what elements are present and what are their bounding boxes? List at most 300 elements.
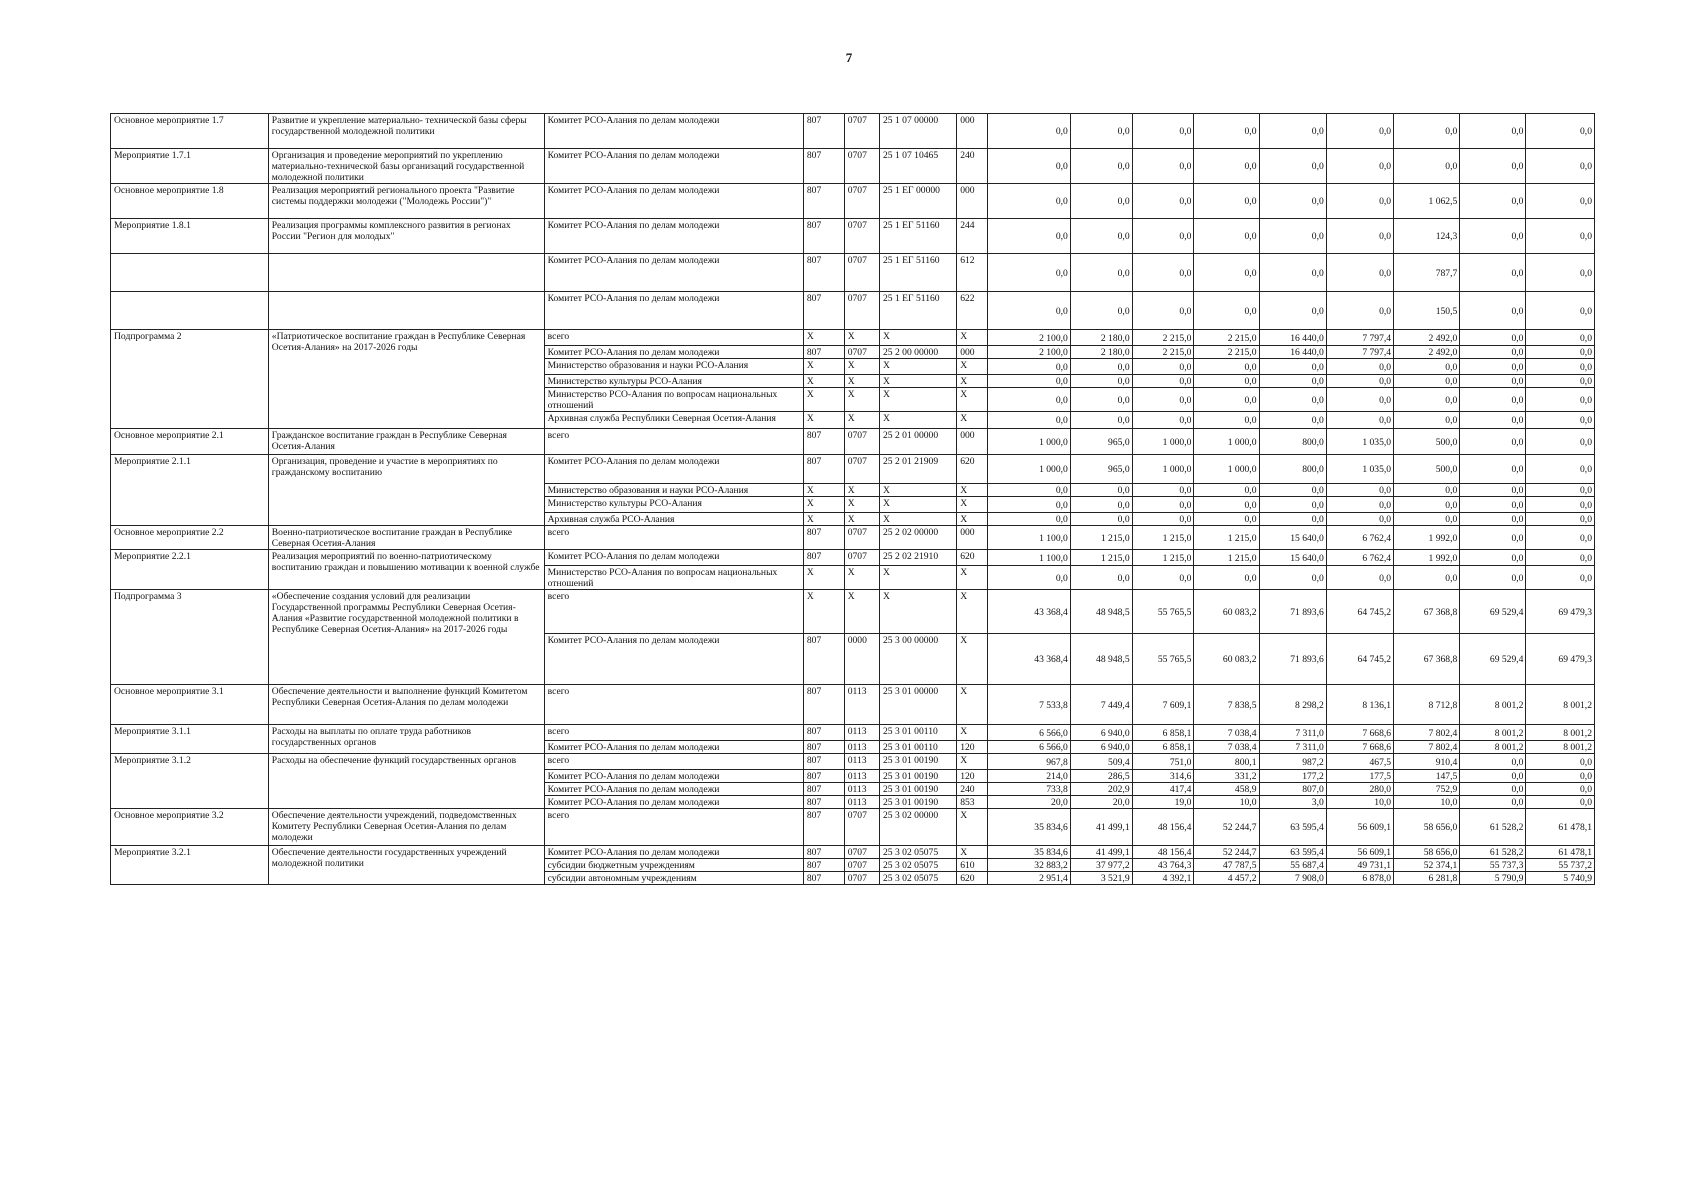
expense-type-cell: X (957, 484, 988, 497)
table-row (111, 590, 1595, 634)
executor-cell: Министерство культуры РСО-Алания (544, 375, 803, 388)
amount-cell: 0,0 (1526, 566, 1595, 590)
section-code-cell: 0707 (844, 292, 879, 330)
table-row (111, 809, 1595, 846)
amount-cell: 0,0 (1526, 388, 1595, 412)
expense-type-cell: X (957, 590, 988, 634)
table-body (111, 114, 1595, 885)
grbs-code-cell: X (803, 359, 844, 375)
expense-type-cell: X (957, 809, 988, 846)
amount-cell: 60 083,2 (1194, 590, 1259, 634)
expense-type-cell: X (957, 388, 988, 412)
amount-cell: 0,0 (1326, 388, 1393, 412)
amount-cell: 8 001,2 (1526, 725, 1595, 741)
expense-type-cell: 620 (957, 455, 988, 484)
activity-title-cell: Развитие и укрепление материально- технической базы сферы государственной молодежной политики (268, 114, 544, 149)
amount-cell: 1 000,0 (988, 429, 1071, 455)
amount-cell: 0,0 (988, 149, 1071, 184)
amount-cell: 0,0 (1070, 254, 1132, 292)
executor-cell: Министерство РСО-Алания по вопросам национальных отношений (544, 388, 803, 412)
amount-cell: 1 000,0 (1194, 455, 1259, 484)
amount-cell: 0,0 (1194, 388, 1259, 412)
grbs-code-cell: 807 (803, 859, 844, 872)
amount-cell: 0,0 (1326, 184, 1393, 219)
amount-cell: 0,0 (1526, 330, 1595, 346)
amount-cell: 467,5 (1326, 754, 1393, 770)
amount-cell: 7 311,0 (1259, 741, 1326, 754)
section-code-cell: X (844, 330, 879, 346)
grbs-code-cell: 807 (803, 550, 844, 566)
amount-cell: 0,0 (1259, 375, 1326, 388)
amount-cell: 0,0 (1194, 114, 1259, 149)
amount-cell: 0,0 (1460, 254, 1526, 292)
grbs-code-cell: X (803, 497, 844, 513)
amount-cell: 0,0 (1194, 412, 1259, 429)
amount-cell: 7 038,4 (1194, 725, 1259, 741)
amount-cell: 0,0 (1526, 526, 1595, 550)
activity-title-cell: Реализация мероприятий регионального проекта "Развитие системы поддержки молодежи ("Молодежь России")" (268, 184, 544, 219)
section-code-cell: 0707 (844, 550, 879, 566)
amount-cell: 509,4 (1070, 754, 1132, 770)
amount-cell: 0,0 (1132, 412, 1194, 429)
executor-cell: всего (544, 725, 803, 741)
amount-cell: 8 001,2 (1460, 741, 1526, 754)
amount-cell: 0,0 (1132, 375, 1194, 388)
amount-cell: 10,0 (1194, 796, 1259, 809)
section-code-cell: X (844, 412, 879, 429)
amount-cell: 458,9 (1194, 783, 1259, 796)
expense-type-cell: X (957, 497, 988, 513)
grbs-code-cell: 807 (803, 685, 844, 725)
executor-cell: Комитет РСО-Алания по делам молодежи (544, 634, 803, 685)
amount-cell: 7 802,4 (1394, 725, 1460, 741)
amount-cell: 0,0 (988, 388, 1071, 412)
executor-cell: Комитет РСО-Алания по делам молодежи (544, 346, 803, 359)
amount-cell: 2 215,0 (1132, 346, 1194, 359)
amount-cell: 733,8 (988, 783, 1071, 796)
target-article-cell: 25 1 ЕГ 00000 (879, 184, 956, 219)
expense-type-cell: 000 (957, 114, 988, 149)
amount-cell: 2 951,4 (988, 872, 1071, 885)
amount-cell: 0,0 (1070, 484, 1132, 497)
amount-cell: 56 609,1 (1326, 809, 1393, 846)
expense-type-cell: 622 (957, 292, 988, 330)
table-row (111, 846, 1595, 859)
amount-cell: 0,0 (1526, 375, 1595, 388)
target-article-cell: X (879, 566, 956, 590)
amount-cell: 71 893,6 (1259, 590, 1326, 634)
amount-cell: 500,0 (1394, 429, 1460, 455)
target-article-cell: 25 2 01 00000 (879, 429, 956, 455)
amount-cell: 49 731,1 (1326, 859, 1393, 872)
amount-cell: 0,0 (988, 292, 1071, 330)
amount-cell: 0,0 (1460, 375, 1526, 388)
amount-cell: 0,0 (1259, 513, 1326, 526)
amount-cell: 41 499,1 (1070, 809, 1132, 846)
amount-cell: 965,0 (1070, 455, 1132, 484)
amount-cell: 69 529,4 (1460, 590, 1526, 634)
amount-cell: 0,0 (1132, 388, 1194, 412)
amount-cell: 0,0 (1070, 359, 1132, 375)
amount-cell: 0,0 (1394, 497, 1460, 513)
activity-name-cell: Подпрограмма 2 (111, 330, 269, 429)
executor-cell: Министерство культуры РСО-Алания (544, 497, 803, 513)
amount-cell: 8 001,2 (1460, 725, 1526, 741)
executor-cell: Комитет РСО-Алания по делам молодежи (544, 741, 803, 754)
amount-cell: 7 038,4 (1194, 741, 1259, 754)
amount-cell: 0,0 (1326, 219, 1393, 254)
table-row (111, 219, 1595, 254)
executor-cell: Архивная служба РСО-Алания (544, 513, 803, 526)
amount-cell: 0,0 (1132, 149, 1194, 184)
amount-cell: 286,5 (1070, 770, 1132, 783)
activity-name-cell: Основное мероприятие 1.8 (111, 184, 269, 219)
section-code-cell: X (844, 513, 879, 526)
executor-cell: Комитет РСО-Алания по делам молодежи (544, 254, 803, 292)
amount-cell: 0,0 (1394, 114, 1460, 149)
amount-cell: 0,0 (1394, 513, 1460, 526)
amount-cell: 0,0 (1460, 526, 1526, 550)
amount-cell: 61 478,1 (1526, 809, 1595, 846)
grbs-code-cell: 807 (803, 796, 844, 809)
amount-cell: 0,0 (988, 359, 1071, 375)
amount-cell: 0,0 (1394, 359, 1460, 375)
expense-type-cell: X (957, 685, 988, 725)
amount-cell: 1 215,0 (1194, 526, 1259, 550)
amount-cell: 0,0 (1460, 114, 1526, 149)
amount-cell: 202,9 (1070, 783, 1132, 796)
amount-cell: 69 479,3 (1526, 590, 1595, 634)
amount-cell: 63 595,4 (1259, 846, 1326, 859)
amount-cell: 0,0 (1132, 292, 1194, 330)
amount-cell: 0,0 (1526, 412, 1595, 429)
target-article-cell: 25 1 ЕГ 51160 (879, 219, 956, 254)
amount-cell: 0,0 (988, 566, 1071, 590)
amount-cell: 0,0 (1326, 375, 1393, 388)
amount-cell: 16 440,0 (1259, 346, 1326, 359)
amount-cell: 0,0 (988, 412, 1071, 429)
amount-cell: 0,0 (1070, 566, 1132, 590)
amount-cell: 52 244,7 (1194, 846, 1259, 859)
activity-name-cell: Мероприятие 2.1.1 (111, 455, 269, 526)
amount-cell: 8 136,1 (1326, 685, 1393, 725)
executor-cell: Комитет РСО-Алания по делам молодежи (544, 292, 803, 330)
amount-cell: 1 000,0 (1194, 429, 1259, 455)
executor-cell: всего (544, 590, 803, 634)
amount-cell: 10,0 (1394, 796, 1460, 809)
amount-cell: 0,0 (1326, 114, 1393, 149)
target-article-cell: 25 2 00 00000 (879, 346, 956, 359)
amount-cell: 0,0 (1526, 292, 1595, 330)
amount-cell: 7 838,5 (1194, 685, 1259, 725)
amount-cell: 0,0 (1460, 796, 1526, 809)
amount-cell: 15 640,0 (1259, 526, 1326, 550)
expense-type-cell: 610 (957, 859, 988, 872)
amount-cell: 0,0 (1326, 254, 1393, 292)
section-code-cell: 0707 (844, 219, 879, 254)
grbs-code-cell: 807 (803, 346, 844, 359)
section-code-cell: 0707 (844, 254, 879, 292)
amount-cell: 0,0 (1259, 484, 1326, 497)
grbs-code-cell: X (803, 412, 844, 429)
amount-cell: 0,0 (1460, 184, 1526, 219)
amount-cell: 48 156,4 (1132, 846, 1194, 859)
amount-cell: 6 566,0 (988, 741, 1071, 754)
amount-cell: 7 533,8 (988, 685, 1071, 725)
executor-cell: Комитет РСО-Алания по делам молодежи (544, 770, 803, 783)
target-article-cell: 25 3 02 00000 (879, 809, 956, 846)
target-article-cell: X (879, 330, 956, 346)
amount-cell: 2 215,0 (1132, 330, 1194, 346)
amount-cell: 7 668,6 (1326, 741, 1393, 754)
amount-cell: 55 765,5 (1132, 590, 1194, 634)
amount-cell: 987,2 (1259, 754, 1326, 770)
target-article-cell: 25 3 01 00190 (879, 796, 956, 809)
expense-type-cell: X (957, 375, 988, 388)
executor-cell: всего (544, 809, 803, 846)
executor-cell: Комитет РСО-Алания по делам молодежи (544, 550, 803, 566)
executor-cell: Комитет РСО-Алания по делам молодежи (544, 783, 803, 796)
expense-type-cell: X (957, 846, 988, 859)
amount-cell: 0,0 (1460, 292, 1526, 330)
grbs-code-cell: 807 (803, 455, 844, 484)
section-code-cell: 0113 (844, 741, 879, 754)
amount-cell: 0,0 (1259, 388, 1326, 412)
amount-cell: 0,0 (988, 114, 1071, 149)
section-code-cell: 0707 (844, 809, 879, 846)
section-code-cell: 0707 (844, 846, 879, 859)
amount-cell: 55 765,5 (1132, 634, 1194, 685)
table-row (111, 330, 1595, 346)
amount-cell: 55 737,2 (1526, 859, 1595, 872)
amount-cell: 52 374,1 (1394, 859, 1460, 872)
amount-cell: 8 298,2 (1259, 685, 1326, 725)
amount-cell: 1 062,5 (1394, 184, 1460, 219)
amount-cell: 61 528,2 (1460, 809, 1526, 846)
amount-cell: 69 529,4 (1460, 634, 1526, 685)
amount-cell: 0,0 (1194, 254, 1259, 292)
section-code-cell: 0113 (844, 796, 879, 809)
activity-title-cell: Обеспечение деятельности и выполнение функций Комитетом Республики Северная Осетия-Алания по делам молодежи (268, 685, 544, 725)
activity-name-cell: Подпрограмма 3 (111, 590, 269, 685)
amount-cell: 3 521,9 (1070, 872, 1132, 885)
amount-cell: 0,0 (1326, 292, 1393, 330)
amount-cell: 807,0 (1259, 783, 1326, 796)
executor-cell: Комитет РСО-Алания по делам молодежи (544, 846, 803, 859)
amount-cell: 0,0 (1259, 497, 1326, 513)
section-code-cell: 0707 (844, 872, 879, 885)
amount-cell: 2 492,0 (1394, 330, 1460, 346)
amount-cell: 2 180,0 (1070, 330, 1132, 346)
amount-cell: 0,0 (1194, 375, 1259, 388)
amount-cell: 43 368,4 (988, 590, 1071, 634)
amount-cell: 0,0 (1070, 292, 1132, 330)
amount-cell: 0,0 (1259, 292, 1326, 330)
amount-cell: 6 281,8 (1394, 872, 1460, 885)
activity-title-cell: «Обеспечение создания условий для реализации Государственной программы Республики Северная Осетия-Алания «Развитие государственной молодежной политики в Республике Северная Осетия-Алания» на 2017-2026 годы (268, 590, 544, 685)
amount-cell: 8 001,2 (1460, 685, 1526, 725)
amount-cell: 124,3 (1394, 219, 1460, 254)
amount-cell: 2 100,0 (988, 346, 1071, 359)
amount-cell: 1 035,0 (1326, 429, 1393, 455)
expense-type-cell: X (957, 330, 988, 346)
amount-cell: 7 908,0 (1259, 872, 1326, 885)
amount-cell: 0,0 (1194, 484, 1259, 497)
amount-cell: 43 764,3 (1132, 859, 1194, 872)
section-code-cell: X (844, 484, 879, 497)
grbs-code-cell: 807 (803, 526, 844, 550)
grbs-code-cell: X (803, 375, 844, 388)
amount-cell: 0,0 (1460, 770, 1526, 783)
table-row (111, 526, 1595, 550)
amount-cell: 417,4 (1132, 783, 1194, 796)
amount-cell: 48 156,4 (1132, 809, 1194, 846)
amount-cell: 3,0 (1259, 796, 1326, 809)
amount-cell: 1 100,0 (988, 550, 1071, 566)
amount-cell: 800,0 (1259, 455, 1326, 484)
table-row (111, 550, 1595, 566)
amount-cell: 0,0 (1070, 149, 1132, 184)
expense-type-cell: 000 (957, 346, 988, 359)
amount-cell: 0,0 (1326, 497, 1393, 513)
executor-cell: Архивная служба Республики Северная Осетия-Алания (544, 412, 803, 429)
executor-cell: Комитет РСО-Алания по делам молодежи (544, 184, 803, 219)
amount-cell: 0,0 (1526, 455, 1595, 484)
executor-cell: всего (544, 685, 803, 725)
amount-cell: 0,0 (1460, 550, 1526, 566)
amount-cell: 16 440,0 (1259, 330, 1326, 346)
amount-cell: 0,0 (1460, 484, 1526, 497)
amount-cell: 0,0 (1194, 184, 1259, 219)
amount-cell: 0,0 (1460, 219, 1526, 254)
activity-name-cell: Основное мероприятие 3.1 (111, 685, 269, 725)
section-code-cell: X (844, 590, 879, 634)
amount-cell: 0,0 (1132, 114, 1194, 149)
amount-cell: 280,0 (1326, 783, 1393, 796)
amount-cell: 58 656,0 (1394, 846, 1460, 859)
amount-cell: 2 215,0 (1194, 330, 1259, 346)
expense-type-cell: X (957, 412, 988, 429)
section-code-cell: 0113 (844, 783, 879, 796)
expense-type-cell: 120 (957, 770, 988, 783)
section-code-cell: 0113 (844, 685, 879, 725)
amount-cell: 0,0 (1326, 484, 1393, 497)
section-code-cell: 0707 (844, 149, 879, 184)
amount-cell: 1 215,0 (1132, 550, 1194, 566)
amount-cell: 6 858,1 (1132, 741, 1194, 754)
section-code-cell: 0113 (844, 725, 879, 741)
amount-cell: 314,6 (1132, 770, 1194, 783)
activity-name-cell: Основное мероприятие 2.2 (111, 526, 269, 550)
amount-cell: 177,5 (1326, 770, 1393, 783)
amount-cell: 6 762,4 (1326, 526, 1393, 550)
amount-cell: 0,0 (1394, 484, 1460, 497)
target-article-cell: X (879, 497, 956, 513)
grbs-code-cell: X (803, 566, 844, 590)
amount-cell: 0,0 (1259, 149, 1326, 184)
amount-cell: 0,0 (1132, 513, 1194, 526)
amount-cell: 1 000,0 (1132, 429, 1194, 455)
amount-cell: 0,0 (1526, 484, 1595, 497)
amount-cell: 0,0 (988, 184, 1071, 219)
amount-cell: 67 368,8 (1394, 634, 1460, 685)
section-code-cell: 0707 (844, 526, 879, 550)
amount-cell: 0,0 (1070, 114, 1132, 149)
amount-cell: 0,0 (1526, 754, 1595, 770)
amount-cell: 0,0 (988, 375, 1071, 388)
activity-title-cell: Военно-патриотическое воспитание граждан в Республике Северная Осетия-Алания (268, 526, 544, 550)
activity-name-cell (111, 254, 269, 292)
amount-cell: 0,0 (1394, 375, 1460, 388)
amount-cell: 64 745,2 (1326, 590, 1393, 634)
amount-cell: 55 687,4 (1259, 859, 1326, 872)
amount-cell: 0,0 (1132, 219, 1194, 254)
amount-cell: 0,0 (1460, 754, 1526, 770)
activity-title-cell: Обеспечение деятельности государственных учреждений молодежной политики (268, 846, 544, 885)
target-article-cell: 25 3 01 00000 (879, 685, 956, 725)
amount-cell: 0,0 (1194, 149, 1259, 184)
target-article-cell: X (879, 590, 956, 634)
activity-title-cell: Расходы на выплаты по оплате труда работников государственных органов (268, 725, 544, 754)
grbs-code-cell: 807 (803, 809, 844, 846)
amount-cell: 0,0 (1070, 375, 1132, 388)
target-article-cell: 25 3 02 05075 (879, 859, 956, 872)
amount-cell: 48 948,5 (1070, 634, 1132, 685)
expense-type-cell: 000 (957, 429, 988, 455)
amount-cell: 147,5 (1394, 770, 1460, 783)
amount-cell: 71 893,6 (1259, 634, 1326, 685)
expense-type-cell: 612 (957, 254, 988, 292)
table-row (111, 254, 1595, 292)
executor-cell: Комитет РСО-Алания по делам молодежи (544, 219, 803, 254)
amount-cell: 1 035,0 (1326, 455, 1393, 484)
amount-cell: 63 595,4 (1259, 809, 1326, 846)
amount-cell: 0,0 (1460, 429, 1526, 455)
table-row (111, 184, 1595, 219)
amount-cell: 69 479,3 (1526, 634, 1595, 685)
expense-type-cell: 240 (957, 783, 988, 796)
executor-cell: всего (544, 754, 803, 770)
executor-cell: Комитет РСО-Алания по делам молодежи (544, 114, 803, 149)
amount-cell: 0,0 (1194, 566, 1259, 590)
expense-type-cell: X (957, 754, 988, 770)
amount-cell: 177,2 (1259, 770, 1326, 783)
section-code-cell: 0113 (844, 770, 879, 783)
amount-cell: 0,0 (1132, 484, 1194, 497)
amount-cell: 150,5 (1394, 292, 1460, 330)
activity-title-cell (268, 292, 544, 330)
grbs-code-cell: X (803, 330, 844, 346)
amount-cell: 20,0 (1070, 796, 1132, 809)
amount-cell: 787,7 (1394, 254, 1460, 292)
amount-cell: 0,0 (1394, 388, 1460, 412)
grbs-code-cell: 807 (803, 741, 844, 754)
amount-cell: 751,0 (1132, 754, 1194, 770)
target-article-cell: 25 2 01 21909 (879, 455, 956, 484)
amount-cell: 8 001,2 (1526, 685, 1595, 725)
amount-cell: 0,0 (1526, 184, 1595, 219)
executor-cell: Комитет РСО-Алания по делам молодежи (544, 455, 803, 484)
amount-cell: 0,0 (1070, 412, 1132, 429)
amount-cell: 0,0 (1194, 513, 1259, 526)
table-row (111, 114, 1595, 149)
amount-cell: 35 834,6 (988, 809, 1071, 846)
grbs-code-cell: 807 (803, 219, 844, 254)
table-row (111, 725, 1595, 741)
section-code-cell: 0707 (844, 429, 879, 455)
grbs-code-cell: 807 (803, 292, 844, 330)
amount-cell: 7 311,0 (1259, 725, 1326, 741)
